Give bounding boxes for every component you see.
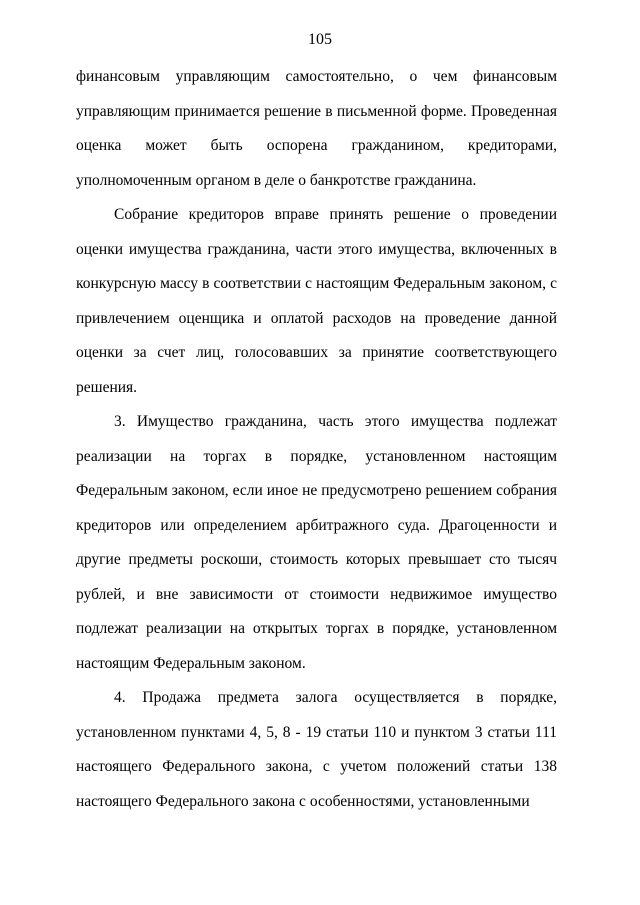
paragraph-item-4: 4. Продажа предмета залога осуществляется в порядке, установленном пунктами 4, 5, 8 - 19 статьи 110 и пунктом 3 статьи 111 настоящего Федерального закона, с учетом положений статьи 138 настоящего Федерального закона с особенностями, установленными: [76, 689, 557, 810]
paragraph-creditors-meeting: Собрание кредиторов вправе принять решение о проведении оценки имущества гражданина, части этого имущества, включенных в конкурсную массу в соответствии с настоящим Федеральным законом, с привлечением оценщика и оплатой расходов на проведение данной оценки за счет лиц, голосовавших за принятие соответствующего решения.: [76, 206, 557, 396]
document-body: [76, 60, 557, 819]
paragraph-continuation: финансовым управляющим самостоятельно, о чем финансовым управляющим принимается решение в письменной форме. Проведенная оценка может быть оспорена гражданином, кредиторами, уполномоченным органом в деле о банкротстве гражданина.: [76, 68, 557, 189]
page-number: 105: [308, 31, 332, 48]
paragraph-item-3: 3. Имущество гражданина, часть этого имущества подлежат реализации на торгах в порядке, установленном настоящим Федеральным законом, если иное не предусмотрено решением собрания кредиторов или определением арбитражного суда. Драгоценности и другие предметы роскоши, стоимость которых превышает сто тысяч рублей, и вне зависимости от стоимости недвижимое имущество подлежат реализации на открытых торгах в порядке, установленном настоящим Федеральным законом.: [76, 413, 557, 672]
